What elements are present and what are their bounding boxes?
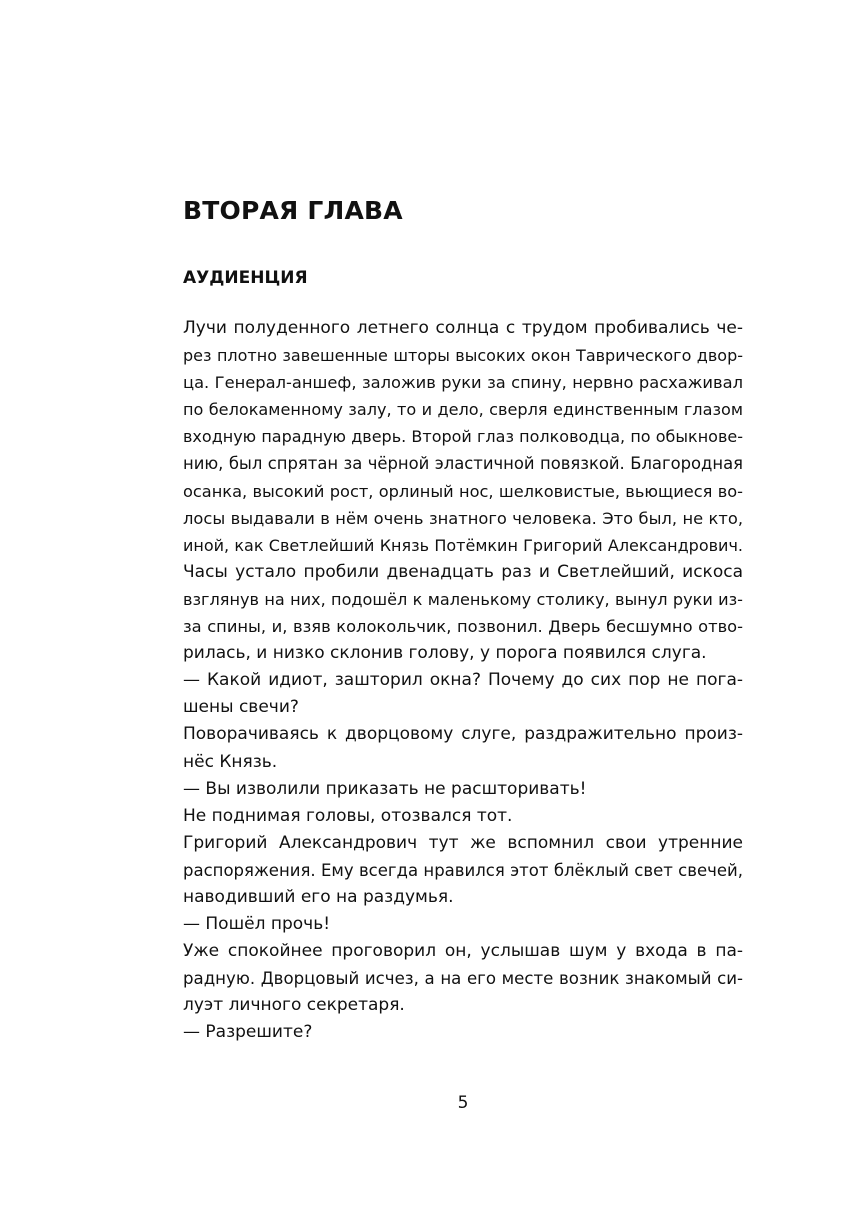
text-line: Не поднимая головы, отозвался тот. [183,805,513,826]
text-line: Поворачиваясь к дворцовому слуге, раздражительно произ- [183,724,743,745]
text-line: взглянув на них, подошёл к маленькому столику, вынул руки из- [183,589,743,609]
text-line: Часы устало пробили двенадцать раз и Светлейший, искоса [183,561,743,582]
text-line: ца. Генерал-аншеф, заложив руки за спину, нервно расхаживал [183,373,743,393]
text-line: наводивший его на раздумья. [183,886,454,907]
text-line: — Какой идиот, зашторил окна? Почему до сих пор не пога- [183,670,743,691]
text-line: лосы выдавали в нём очень знатного человека. Это был, не кто, [183,508,743,528]
chapter-title: ВТОРАЯ ГЛАВА [183,196,403,225]
text-line: радную. Дворцовый исчез, а на его месте возник знакомый си- [183,969,743,989]
text-line: луэт личного секретаря. [183,995,405,1016]
text-line: иной, как Светлейший Князь Потёмкин Григорий Александрович. [183,535,743,555]
book-page [183,0,743,1211]
text-line: — Разрешите? [183,1022,313,1043]
text-line: рилась, и низко склонив голову, у порога появился слуга. [183,643,707,664]
text-line: распоряжения. Ему всегда нравился этот блёклый свет свечей, [183,860,743,880]
text-line: осанка, высокий рост, орлиный нос, шелковистые, вьющиеся во- [183,481,743,501]
text-line: Уже спокойнее проговорил он, услышав шум у входа в па- [183,941,743,962]
text-line: — Пошёл прочь! [183,914,331,935]
text-line: входную парадную дверь. Второй глаз полководца, по обыкнове- [183,427,743,447]
body-text [183,315,743,1047]
text-line: за спины, и, взяв колокольчик, позвонил. Дверь бесшумно отво- [183,617,743,637]
page-number: 5 [457,1093,469,1113]
text-line: Григорий Александрович тут же вспомнил свои утренние [183,832,743,853]
text-line: нию, был спрятан за чёрной эластичной повязкой. Благородная [183,454,743,474]
text-line: — Вы изволили приказать не расшторивать! [183,778,587,799]
text-line: шены свечи? [183,697,299,718]
section-title: АУДИЕНЦИЯ [183,268,308,288]
text-line: по белокаменному залу, то и дело, сверля единственным глазом [183,400,743,420]
text-line: нёс Князь. [183,751,278,772]
text-line: Лучи полуденного летнего солнца с трудом пробивались че- [183,318,743,338]
text-line: рез плотно завешенные шторы высоких окон Таврического двор- [183,346,743,366]
